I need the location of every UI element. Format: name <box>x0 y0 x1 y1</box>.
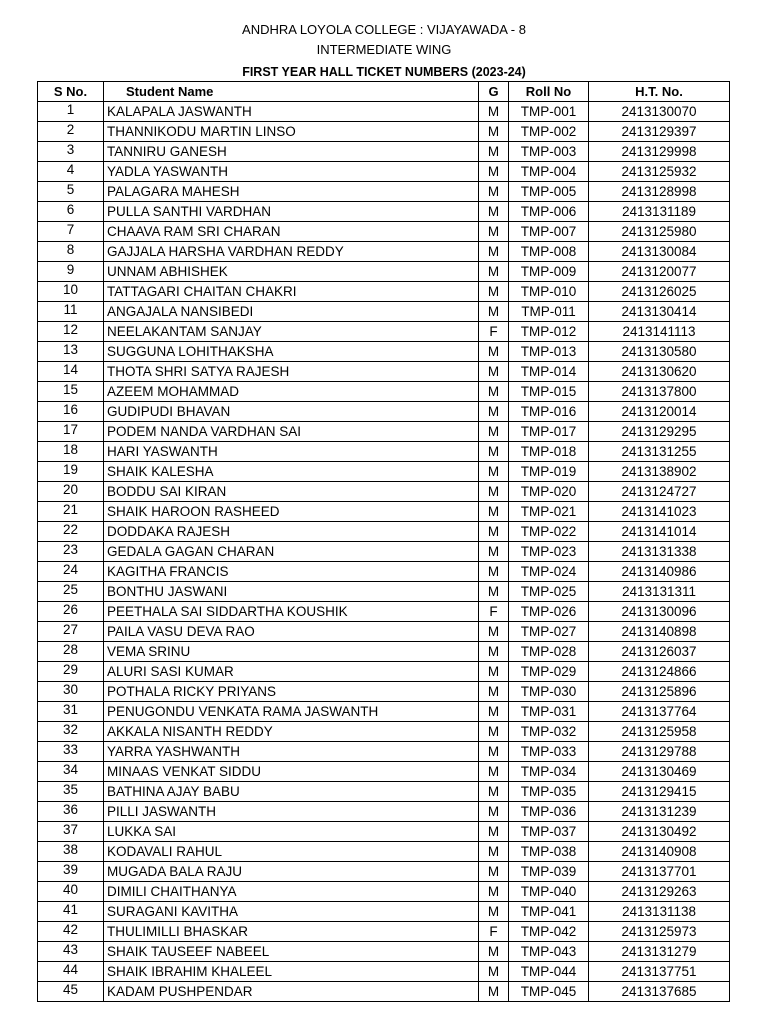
cell-sno: 2 <box>38 122 104 142</box>
cell-student-name: UNNAM ABHISHEK <box>104 262 479 282</box>
cell-roll-no: TMP-013 <box>509 342 589 362</box>
cell-sno: 16 <box>38 402 104 422</box>
table-row <box>38 422 730 442</box>
table-row <box>38 982 730 1002</box>
cell-student-name: THANNIKODU MARTIN LINSO <box>104 122 479 142</box>
cell-ht-no: 2413131189 <box>589 202 730 222</box>
cell-ht-no: 2413137701 <box>589 862 730 882</box>
cell-student-name: TANNIRU GANESH <box>104 142 479 162</box>
cell-sno: 14 <box>38 362 104 382</box>
table-row <box>38 242 730 262</box>
cell-gender: M <box>479 702 509 722</box>
cell-roll-no: TMP-022 <box>509 522 589 542</box>
cell-gender: M <box>479 262 509 282</box>
cell-sno: 6 <box>38 202 104 222</box>
cell-sno: 20 <box>38 482 104 502</box>
cell-sno: 8 <box>38 242 104 262</box>
cell-ht-no: 2413130084 <box>589 242 730 262</box>
cell-gender: M <box>479 202 509 222</box>
cell-student-name: PODEM NANDA VARDHAN SAI <box>104 422 479 442</box>
table-row <box>38 742 730 762</box>
document-title: FIRST YEAR HALL TICKET NUMBERS (2023-24) <box>242 65 526 79</box>
cell-sno: 13 <box>38 342 104 362</box>
hall-ticket-table <box>37 81 730 1002</box>
table-row <box>38 302 730 322</box>
cell-student-name: YARRA YASHWANTH <box>104 742 479 762</box>
cell-gender: M <box>479 642 509 662</box>
cell-gender: M <box>479 122 509 142</box>
cell-roll-no: TMP-021 <box>509 502 589 522</box>
cell-student-name: NEELAKANTAM SANJAY <box>104 322 479 342</box>
table-row <box>38 702 730 722</box>
cell-ht-no: 2413126025 <box>589 282 730 302</box>
cell-student-name: BONTHU JASWANI <box>104 582 479 602</box>
cell-roll-no: TMP-041 <box>509 902 589 922</box>
cell-ht-no: 2413129415 <box>589 782 730 802</box>
cell-student-name: THULIMILLI BHASKAR <box>104 922 479 942</box>
cell-roll-no: TMP-029 <box>509 662 589 682</box>
cell-gender: M <box>479 782 509 802</box>
cell-roll-no: TMP-002 <box>509 122 589 142</box>
cell-student-name: DODDAKA RAJESH <box>104 522 479 542</box>
cell-roll-no: TMP-001 <box>509 102 589 122</box>
cell-sno: 23 <box>38 542 104 562</box>
cell-student-name: BODDU SAI KIRAN <box>104 482 479 502</box>
table-row <box>38 642 730 662</box>
cell-student-name: DIMILI CHAITHANYA <box>104 882 479 902</box>
table-row <box>38 782 730 802</box>
cell-gender: M <box>479 802 509 822</box>
cell-roll-no: TMP-043 <box>509 942 589 962</box>
column-header-sno: S No. <box>38 82 104 102</box>
cell-student-name: KALAPALA JASWANTH <box>104 102 479 122</box>
table-row <box>38 882 730 902</box>
cell-ht-no: 2413137764 <box>589 702 730 722</box>
table-row <box>38 102 730 122</box>
cell-sno: 37 <box>38 822 104 842</box>
cell-gender: M <box>479 302 509 322</box>
cell-roll-no: TMP-016 <box>509 402 589 422</box>
cell-sno: 19 <box>38 462 104 482</box>
cell-student-name: GAJJALA HARSHA VARDHAN REDDY <box>104 242 479 262</box>
cell-roll-no: TMP-023 <box>509 542 589 562</box>
cell-gender: F <box>479 322 509 342</box>
cell-student-name: LUKKA SAI <box>104 822 479 842</box>
cell-sno: 41 <box>38 902 104 922</box>
table-row <box>38 382 730 402</box>
cell-sno: 43 <box>38 942 104 962</box>
cell-sno: 29 <box>38 662 104 682</box>
cell-ht-no: 2413120077 <box>589 262 730 282</box>
cell-roll-no: TMP-025 <box>509 582 589 602</box>
table-row <box>38 222 730 242</box>
table-row <box>38 362 730 382</box>
cell-student-name: POTHALA RICKY PRIYANS <box>104 682 479 702</box>
cell-student-name: TATTAGARI CHAITAN CHAKRI <box>104 282 479 302</box>
table-row <box>38 202 730 222</box>
cell-ht-no: 2413124727 <box>589 482 730 502</box>
table-row <box>38 942 730 962</box>
cell-gender: M <box>479 242 509 262</box>
cell-gender: M <box>479 442 509 462</box>
cell-gender: M <box>479 582 509 602</box>
table-row <box>38 122 730 142</box>
cell-sno: 21 <box>38 502 104 522</box>
table-row <box>38 962 730 982</box>
cell-gender: M <box>479 182 509 202</box>
wing-name: INTERMEDIATE WING <box>316 42 452 57</box>
cell-ht-no: 2413140908 <box>589 842 730 862</box>
table-row <box>38 602 730 622</box>
table-row <box>38 542 730 562</box>
cell-student-name: MUGADA BALA RAJU <box>104 862 479 882</box>
table-row <box>38 522 730 542</box>
cell-ht-no: 2413131255 <box>589 442 730 462</box>
table-row <box>38 402 730 422</box>
cell-student-name: PEETHALA SAI SIDDARTHA KOUSHIK <box>104 602 479 622</box>
cell-gender: M <box>479 882 509 902</box>
table-row <box>38 682 730 702</box>
cell-roll-no: TMP-024 <box>509 562 589 582</box>
cell-sno: 28 <box>38 642 104 662</box>
table-row <box>38 342 730 362</box>
cell-ht-no: 2413130492 <box>589 822 730 842</box>
cell-gender: M <box>479 522 509 542</box>
table-row <box>38 262 730 282</box>
cell-sno: 44 <box>38 962 104 982</box>
cell-roll-no: TMP-032 <box>509 722 589 742</box>
cell-ht-no: 2413125973 <box>589 922 730 942</box>
cell-student-name: KADAM PUSHPENDAR <box>104 982 479 1002</box>
cell-roll-no: TMP-007 <box>509 222 589 242</box>
cell-ht-no: 2413140986 <box>589 562 730 582</box>
cell-gender: M <box>479 842 509 862</box>
cell-gender: F <box>479 922 509 942</box>
cell-roll-no: TMP-034 <box>509 762 589 782</box>
cell-gender: M <box>479 542 509 562</box>
cell-ht-no: 2413125958 <box>589 722 730 742</box>
cell-sno: 33 <box>38 742 104 762</box>
cell-ht-no: 2413130469 <box>589 762 730 782</box>
cell-gender: M <box>479 462 509 482</box>
cell-gender: M <box>479 662 509 682</box>
cell-ht-no: 2413131311 <box>589 582 730 602</box>
cell-gender: M <box>479 162 509 182</box>
cell-gender: F <box>479 602 509 622</box>
cell-gender: M <box>479 282 509 302</box>
cell-ht-no: 2413141014 <box>589 522 730 542</box>
cell-roll-no: TMP-018 <box>509 442 589 462</box>
cell-student-name: SHAIK TAUSEEF NABEEL <box>104 942 479 962</box>
table-row <box>38 482 730 502</box>
cell-roll-no: TMP-037 <box>509 822 589 842</box>
cell-roll-no: TMP-014 <box>509 362 589 382</box>
table-row <box>38 622 730 642</box>
cell-ht-no: 2413124866 <box>589 662 730 682</box>
cell-roll-no: TMP-017 <box>509 422 589 442</box>
cell-student-name: BATHINA AJAY BABU <box>104 782 479 802</box>
cell-gender: M <box>479 502 509 522</box>
cell-gender: M <box>479 822 509 842</box>
cell-sno: 30 <box>38 682 104 702</box>
cell-ht-no: 2413140898 <box>589 622 730 642</box>
cell-ht-no: 2413138902 <box>589 462 730 482</box>
cell-student-name: SURAGANI KAVITHA <box>104 902 479 922</box>
cell-roll-no: TMP-006 <box>509 202 589 222</box>
cell-roll-no: TMP-040 <box>509 882 589 902</box>
cell-sno: 38 <box>38 842 104 862</box>
cell-gender: M <box>479 402 509 422</box>
cell-ht-no: 2413120014 <box>589 402 730 422</box>
table-row <box>38 322 730 342</box>
cell-student-name: CHAAVA RAM SRI CHARAN <box>104 222 479 242</box>
cell-student-name: SUGGUNA LOHITHAKSHA <box>104 342 479 362</box>
cell-roll-no: TMP-030 <box>509 682 589 702</box>
cell-sno: 40 <box>38 882 104 902</box>
cell-gender: M <box>479 102 509 122</box>
table-row <box>38 902 730 922</box>
cell-student-name: KAGITHA FRANCIS <box>104 562 479 582</box>
cell-gender: M <box>479 362 509 382</box>
column-header-student-name: Student Name <box>104 82 479 102</box>
cell-roll-no: TMP-011 <box>509 302 589 322</box>
cell-sno: 11 <box>38 302 104 322</box>
table-row <box>38 722 730 742</box>
cell-sno: 26 <box>38 602 104 622</box>
cell-student-name: KODAVALI RAHUL <box>104 842 479 862</box>
cell-roll-no: TMP-028 <box>509 642 589 662</box>
table-row <box>38 802 730 822</box>
cell-sno: 34 <box>38 762 104 782</box>
table-header-row <box>38 82 730 102</box>
cell-student-name: YADLA YASWANTH <box>104 162 479 182</box>
cell-sno: 7 <box>38 222 104 242</box>
cell-sno: 25 <box>38 582 104 602</box>
cell-student-name: PENUGONDU VENKATA RAMA JASWANTH <box>104 702 479 722</box>
cell-ht-no: 2413129998 <box>589 142 730 162</box>
table-row <box>38 562 730 582</box>
cell-gender: M <box>479 142 509 162</box>
cell-ht-no: 2413129295 <box>589 422 730 442</box>
document-header <box>0 20 768 82</box>
cell-sno: 15 <box>38 382 104 402</box>
cell-gender: M <box>479 482 509 502</box>
cell-student-name: ANGAJALA NANSIBEDI <box>104 302 479 322</box>
cell-ht-no: 2413129397 <box>589 122 730 142</box>
cell-ht-no: 2413137800 <box>589 382 730 402</box>
cell-sno: 5 <box>38 182 104 202</box>
cell-sno: 24 <box>38 562 104 582</box>
table-row <box>38 162 730 182</box>
cell-student-name: PALAGARA MAHESH <box>104 182 479 202</box>
cell-ht-no: 2413131239 <box>589 802 730 822</box>
cell-sno: 9 <box>38 262 104 282</box>
cell-ht-no: 2413130414 <box>589 302 730 322</box>
cell-sno: 31 <box>38 702 104 722</box>
table-row <box>38 582 730 602</box>
cell-roll-no: TMP-005 <box>509 182 589 202</box>
cell-gender: M <box>479 382 509 402</box>
cell-ht-no: 2413137751 <box>589 962 730 982</box>
cell-ht-no: 2413128998 <box>589 182 730 202</box>
cell-student-name: AKKALA NISANTH REDDY <box>104 722 479 742</box>
table-row <box>38 862 730 882</box>
cell-student-name: VEMA SRINU <box>104 642 479 662</box>
cell-gender: M <box>479 942 509 962</box>
cell-ht-no: 2413141113 <box>589 322 730 342</box>
cell-roll-no: TMP-020 <box>509 482 589 502</box>
cell-gender: M <box>479 722 509 742</box>
table-row <box>38 762 730 782</box>
cell-student-name: SHAIK IBRAHIM KHALEEL <box>104 962 479 982</box>
cell-sno: 36 <box>38 802 104 822</box>
cell-gender: M <box>479 862 509 882</box>
cell-roll-no: TMP-004 <box>509 162 589 182</box>
cell-sno: 17 <box>38 422 104 442</box>
cell-sno: 12 <box>38 322 104 342</box>
cell-sno: 27 <box>38 622 104 642</box>
cell-roll-no: TMP-031 <box>509 702 589 722</box>
cell-roll-no: TMP-044 <box>509 962 589 982</box>
cell-sno: 22 <box>38 522 104 542</box>
table-row <box>38 662 730 682</box>
cell-gender: M <box>479 222 509 242</box>
cell-ht-no: 2413141023 <box>589 502 730 522</box>
cell-sno: 1 <box>38 102 104 122</box>
cell-ht-no: 2413131338 <box>589 542 730 562</box>
cell-gender: M <box>479 762 509 782</box>
cell-ht-no: 2413130070 <box>589 102 730 122</box>
cell-student-name: SHAIK KALESHA <box>104 462 479 482</box>
table-body <box>38 102 730 1002</box>
cell-student-name: ALURI SASI KUMAR <box>104 662 479 682</box>
cell-roll-no: TMP-045 <box>509 982 589 1002</box>
cell-sno: 4 <box>38 162 104 182</box>
cell-student-name: PULLA SANTHI VARDHAN <box>104 202 479 222</box>
cell-ht-no: 2413126037 <box>589 642 730 662</box>
cell-student-name: AZEEM MOHAMMAD <box>104 382 479 402</box>
cell-gender: M <box>479 342 509 362</box>
cell-student-name: SHAIK HAROON RASHEED <box>104 502 479 522</box>
cell-gender: M <box>479 962 509 982</box>
cell-student-name: MINAAS VENKAT SIDDU <box>104 762 479 782</box>
cell-gender: M <box>479 982 509 1002</box>
cell-roll-no: TMP-010 <box>509 282 589 302</box>
cell-sno: 45 <box>38 982 104 1002</box>
cell-student-name: PILLI JASWANTH <box>104 802 479 822</box>
cell-roll-no: TMP-019 <box>509 462 589 482</box>
cell-roll-no: TMP-003 <box>509 142 589 162</box>
cell-sno: 10 <box>38 282 104 302</box>
college-name: ANDHRA LOYOLA COLLEGE : VIJAYAWADA - 8 <box>242 22 526 37</box>
cell-student-name: THOTA SHRI SATYA RAJESH <box>104 362 479 382</box>
cell-ht-no: 2413131279 <box>589 942 730 962</box>
cell-sno: 42 <box>38 922 104 942</box>
table-row <box>38 182 730 202</box>
column-header-gender: G <box>479 82 509 102</box>
cell-student-name: GUDIPUDI BHAVAN <box>104 402 479 422</box>
cell-roll-no: TMP-042 <box>509 922 589 942</box>
cell-roll-no: TMP-015 <box>509 382 589 402</box>
cell-student-name: HARI YASWANTH <box>104 442 479 462</box>
cell-student-name: GEDALA GAGAN CHARAN <box>104 542 479 562</box>
cell-gender: M <box>479 682 509 702</box>
cell-roll-no: TMP-012 <box>509 322 589 342</box>
table-row <box>38 822 730 842</box>
table-row <box>38 462 730 482</box>
cell-roll-no: TMP-038 <box>509 842 589 862</box>
cell-roll-no: TMP-027 <box>509 622 589 642</box>
cell-ht-no: 2413130096 <box>589 602 730 622</box>
cell-gender: M <box>479 742 509 762</box>
table-row <box>38 142 730 162</box>
table-row <box>38 442 730 462</box>
cell-sno: 35 <box>38 782 104 802</box>
cell-ht-no: 2413129788 <box>589 742 730 762</box>
cell-roll-no: TMP-035 <box>509 782 589 802</box>
cell-ht-no: 2413125932 <box>589 162 730 182</box>
cell-ht-no: 2413131138 <box>589 902 730 922</box>
cell-ht-no: 2413137685 <box>589 982 730 1002</box>
cell-gender: M <box>479 422 509 442</box>
cell-sno: 32 <box>38 722 104 742</box>
cell-roll-no: TMP-033 <box>509 742 589 762</box>
cell-sno: 39 <box>38 862 104 882</box>
cell-gender: M <box>479 902 509 922</box>
cell-ht-no: 2413130620 <box>589 362 730 382</box>
table-row <box>38 282 730 302</box>
cell-roll-no: TMP-026 <box>509 602 589 622</box>
cell-gender: M <box>479 562 509 582</box>
cell-ht-no: 2413125980 <box>589 222 730 242</box>
table-row <box>38 922 730 942</box>
table-row <box>38 502 730 522</box>
cell-roll-no: TMP-036 <box>509 802 589 822</box>
cell-roll-no: TMP-009 <box>509 262 589 282</box>
cell-student-name: PAILA VASU DEVA RAO <box>104 622 479 642</box>
cell-roll-no: TMP-039 <box>509 862 589 882</box>
column-header-roll-no: Roll No <box>509 82 589 102</box>
cell-roll-no: TMP-008 <box>509 242 589 262</box>
table-row <box>38 842 730 862</box>
cell-gender: M <box>479 622 509 642</box>
cell-ht-no: 2413129263 <box>589 882 730 902</box>
cell-ht-no: 2413125896 <box>589 682 730 702</box>
cell-ht-no: 2413130580 <box>589 342 730 362</box>
column-header-ht-no: H.T. No. <box>589 82 730 102</box>
cell-sno: 3 <box>38 142 104 162</box>
cell-sno: 18 <box>38 442 104 462</box>
